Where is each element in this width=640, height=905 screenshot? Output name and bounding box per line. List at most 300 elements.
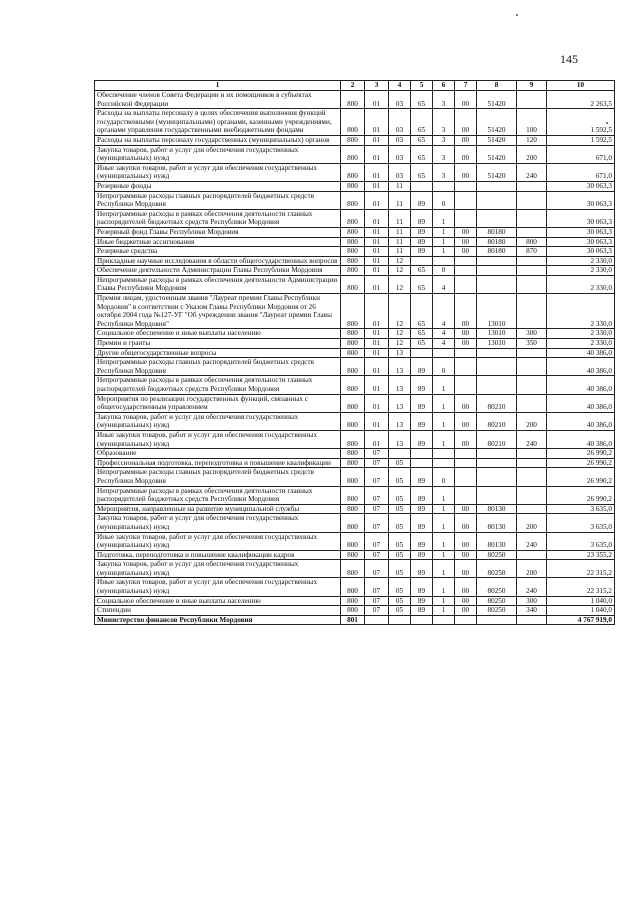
cell-ministry: 800 [341,430,365,448]
cell-program: 89 [411,394,433,412]
cell-expense-type: 200 [517,560,547,578]
cell-expense-type [517,91,547,109]
cell-target [477,449,517,459]
cell-direction [455,348,477,358]
cell-amount: 30 063,3 [547,181,615,191]
cell-expense-type [517,615,547,625]
cell-subsection: 03 [389,91,411,109]
table-row [95,550,615,560]
cell-program [411,458,433,468]
cell-program: 89 [411,486,433,504]
cell-section: 07 [365,578,389,596]
cell-subsection: 03 [389,163,411,181]
cell-expense-type [517,468,547,486]
cell-amount: 2 330,0 [547,329,615,339]
cell-program: 89 [411,430,433,448]
cell-subprogram [433,181,455,191]
cell-section: 01 [365,329,389,339]
table-row [95,348,615,358]
cell-target: 80250 [477,596,517,606]
cell-section: 01 [365,181,389,191]
cell-section: 01 [365,394,389,412]
cell-program: 65 [411,266,433,276]
row-name: Социальное обеспечение и иные выплаты населению [95,329,341,339]
table-row [95,486,615,504]
cell-target [477,266,517,276]
column-header: 5 [411,81,433,91]
table-header [95,81,615,91]
cell-section: 01 [365,266,389,276]
cell-subprogram: 4 [433,275,455,293]
cell-target: 80130 [477,532,517,550]
cell-amount: 26 990,2 [547,449,615,459]
row-name: Непрограммные расходы главных распорядителей бюджетных средств Республики Мордовия [95,358,341,376]
row-name: Непрограммные расходы в рамках обеспечения деятельности главных распорядителей бюджетных средств Республики Мордовия [95,376,341,394]
cell-direction [455,275,477,293]
cell-subprogram: 3 [433,91,455,109]
cell-expense-type: 240 [517,430,547,448]
row-name: Расходы на выплаты персоналу в целях обеспечения выполнения функций государственными (муниципальными) органами, казенными учреждениями, органами управления государственными внебюджетными фондами [95,109,341,136]
cell-section: 07 [365,504,389,514]
cell-section: 07 [365,449,389,459]
cell-direction [455,615,477,625]
cell-ministry: 800 [341,163,365,181]
table-row [95,181,615,191]
cell-amount: 671,0 [547,163,615,181]
cell-expense-type: 240 [517,532,547,550]
cell-amount: 2 330,0 [547,294,615,329]
cell-target: 80210 [477,394,517,412]
cell-target [477,348,517,358]
cell-direction [455,181,477,191]
cell-ministry: 800 [341,606,365,616]
row-name: Социальное обеспечение и иные выплаты населению [95,596,341,606]
row-name: Иные закупки товаров, работ и услуг для обеспечения государственных (муниципальных) нужд [95,578,341,596]
cell-amount: 22 315,2 [547,560,615,578]
cell-target: 80180 [477,237,517,247]
cell-target: 80180 [477,227,517,237]
table-row [95,596,615,606]
cell-section: 01 [365,191,389,209]
cell-subprogram: 1 [433,247,455,257]
cell-amount: 40 386,0 [547,412,615,430]
cell-subprogram: 1 [433,596,455,606]
cell-section: 07 [365,550,389,560]
row-name: Иные закупки товаров, работ и услуг для обеспечения государственных (муниципальных) нужд [95,163,341,181]
table-row [95,135,615,145]
cell-program: 89 [411,468,433,486]
cell-subprogram: 0 [433,468,455,486]
cell-amount: 1 592,5 [547,135,615,145]
cell-target: 51420 [477,135,517,145]
cell-ministry: 800 [341,329,365,339]
cell-target: 80210 [477,430,517,448]
row-name: Министерство финансов Республики Мордовия [95,615,341,625]
cell-ministry: 800 [341,256,365,266]
table-row [95,468,615,486]
cell-amount: 26 990,2 [547,458,615,468]
cell-amount: 2 330,0 [547,256,615,266]
cell-subprogram: 1 [433,394,455,412]
cell-ministry: 800 [341,412,365,430]
cell-direction: 00 [455,412,477,430]
cell-ministry: 800 [341,227,365,237]
cell-target: 51420 [477,91,517,109]
cell-section: 07 [365,532,389,550]
cell-ministry: 800 [341,394,365,412]
cell-amount: 30 063,3 [547,209,615,227]
cell-program: 89 [411,227,433,237]
table-row [95,615,615,625]
cell-ministry: 800 [341,560,365,578]
cell-direction: 00 [455,339,477,349]
cell-direction [455,458,477,468]
row-name: Непрограммные расходы в рамках обеспечения деятельности главных распорядителей бюджетных средств Республики Мордовия [95,209,341,227]
cell-ministry: 800 [341,468,365,486]
cell-ministry: 800 [341,449,365,459]
cell-expense-type: 240 [517,163,547,181]
cell-target: 80130 [477,504,517,514]
cell-subprogram: 1 [433,606,455,616]
cell-ministry: 800 [341,376,365,394]
cell-ministry: 800 [341,596,365,606]
cell-subprogram: 1 [433,412,455,430]
cell-expense-type [517,191,547,209]
cell-ministry: 800 [341,109,365,136]
table-row [95,209,615,227]
cell-subsection: 05 [389,550,411,560]
cell-subprogram: 1 [433,532,455,550]
table-row [95,275,615,293]
row-name: Обеспечение членов Совета Федерации и их помощников в субъектах Российской Федерации [95,91,341,109]
cell-ministry: 800 [341,209,365,227]
cell-direction [455,358,477,376]
cell-direction: 00 [455,532,477,550]
cell-subprogram: 1 [433,514,455,532]
cell-program: 89 [411,550,433,560]
cell-amount: 40 386,0 [547,430,615,448]
cell-amount: 23 355,2 [547,550,615,560]
cell-section: 07 [365,514,389,532]
cell-amount: 671,0 [547,145,615,163]
cell-ministry: 800 [341,532,365,550]
cell-target [477,358,517,376]
cell-ministry: 800 [341,247,365,257]
cell-subsection: 05 [389,532,411,550]
row-name: Закупка товаров, работ и услуг для обеспечения государственных (муниципальных) нужд [95,560,341,578]
row-name: Непрограммные расходы в рамках обеспечения деятельности Администрации Главы Республики Мордовия [95,275,341,293]
cell-expense-type: 300 [517,329,547,339]
row-name: Премия лицам, удостоенным звания "Лауреат премии Главы Республики Мордовия" в соответствии с Указом Главы Республики Мордовия от 26 октября 2004 года №127-УГ "Об учреждении звания "Лауреат премии Главы Республики Мордовия" [95,294,341,329]
table-row [95,376,615,394]
scan-speck [516,14,518,16]
cell-target: 51420 [477,145,517,163]
cell-ministry: 800 [341,91,365,109]
cell-expense-type [517,550,547,560]
cell-subprogram: 1 [433,237,455,247]
row-name: Другие общегосударственные вопросы [95,348,341,358]
cell-amount: 3 635,0 [547,514,615,532]
cell-section: 01 [365,430,389,448]
row-name: Закупка товаров, работ и услуг для обеспечения государственных (муниципальных) нужд [95,145,341,163]
row-name: Профессиональная подготовка, переподготовка и повышение квалификации [95,458,341,468]
cell-subprogram: 3 [433,109,455,136]
cell-expense-type [517,227,547,237]
cell-program: 89 [411,578,433,596]
cell-subprogram: 1 [433,486,455,504]
cell-program [411,256,433,266]
table-row [95,394,615,412]
cell-subprogram: 0 [433,191,455,209]
cell-subsection: 11 [389,237,411,247]
cell-target [477,468,517,486]
cell-expense-type: 240 [517,578,547,596]
cell-section: 01 [365,91,389,109]
cell-program [411,181,433,191]
cell-subprogram [433,256,455,266]
cell-target [477,615,517,625]
cell-target [477,458,517,468]
cell-section: 01 [365,358,389,376]
cell-section: 01 [365,275,389,293]
row-name: Премии и гранты [95,339,341,349]
cell-program: 65 [411,135,433,145]
cell-direction [455,191,477,209]
table-row [95,237,615,247]
row-name: Непрограммные расходы в рамках обеспечения деятельности главных распорядителей бюджетных средств Республики Мордовия [95,486,341,504]
cell-section: 01 [365,348,389,358]
cell-program: 89 [411,247,433,257]
cell-program: 65 [411,163,433,181]
cell-amount: 2 330,0 [547,339,615,349]
table-row [95,532,615,550]
table-row [95,256,615,266]
cell-expense-type: 200 [517,412,547,430]
cell-direction [455,209,477,227]
cell-direction: 00 [455,596,477,606]
table-row [95,514,615,532]
table-row [95,458,615,468]
row-name: Резервные средства [95,247,341,257]
cell-section: 01 [365,145,389,163]
cell-expense-type: 340 [517,606,547,616]
table-row [95,329,615,339]
table-row [95,145,615,163]
cell-amount: 30 063,3 [547,191,615,209]
cell-subsection: 13 [389,412,411,430]
cell-ministry: 800 [341,135,365,145]
cell-subprogram [433,449,455,459]
cell-program: 89 [411,596,433,606]
cell-program: 65 [411,339,433,349]
cell-expense-type: 120 [517,135,547,145]
table-row [95,294,615,329]
cell-subsection [389,449,411,459]
budget-table [94,80,615,625]
cell-amount: 40 386,0 [547,348,615,358]
cell-section: 01 [365,109,389,136]
cell-expense-type [517,275,547,293]
cell-program: 89 [411,358,433,376]
row-name: Непрограммные расходы главных распорядителей бюджетных средств Республики Мордовия [95,191,341,209]
cell-expense-type: 800 [517,237,547,247]
row-name: Иные закупки товаров, работ и услуг для обеспечения государственных (муниципальных) нужд [95,532,341,550]
cell-subsection: 05 [389,578,411,596]
cell-subprogram: 3 [433,145,455,163]
cell-direction [455,468,477,486]
cell-subprogram [433,615,455,625]
table-row [95,430,615,448]
cell-section: 01 [365,163,389,181]
cell-section: 01 [365,256,389,266]
cell-ministry: 800 [341,294,365,329]
table-row [95,560,615,578]
cell-subsection: 05 [389,596,411,606]
table-row [95,412,615,430]
cell-subprogram [433,348,455,358]
cell-program: 89 [411,209,433,227]
cell-target [477,256,517,266]
cell-expense-type: 350 [517,339,547,349]
table-row [95,109,615,136]
cell-program: 65 [411,275,433,293]
row-name: Прикладные научные исследования в области общегосударственных вопросов [95,256,341,266]
cell-program [411,615,433,625]
cell-direction [455,266,477,276]
cell-subprogram: 0 [433,266,455,276]
cell-amount: 1 040,0 [547,596,615,606]
column-header: 3 [365,81,389,91]
cell-amount: 40 386,0 [547,376,615,394]
cell-direction: 00 [455,578,477,596]
cell-expense-type [517,394,547,412]
cell-section: 01 [365,135,389,145]
cell-program [411,348,433,358]
cell-subprogram: 1 [433,560,455,578]
cell-amount: 3 635,0 [547,532,615,550]
cell-program: 89 [411,560,433,578]
table-row [95,163,615,181]
column-header: 2 [341,81,365,91]
cell-subprogram [433,458,455,468]
cell-target [477,275,517,293]
cell-subprogram: 1 [433,227,455,237]
cell-amount: 26 990,2 [547,468,615,486]
row-name: Стипендии [95,606,341,616]
cell-amount: 4 767 919,0 [547,615,615,625]
cell-section: 01 [365,294,389,329]
cell-direction: 00 [455,514,477,532]
cell-ministry: 800 [341,266,365,276]
cell-target: 80250 [477,606,517,616]
cell-program: 89 [411,191,433,209]
table-row [95,578,615,596]
cell-subprogram: 1 [433,504,455,514]
cell-amount: 40 386,0 [547,358,615,376]
cell-ministry: 800 [341,339,365,349]
cell-subsection: 12 [389,266,411,276]
cell-direction: 00 [455,294,477,329]
cell-expense-type: 870 [517,247,547,257]
cell-direction: 00 [455,606,477,616]
row-name: Мероприятия по реализации государственных функций, связанных с общегосударственным управлением [95,394,341,412]
cell-subsection: 12 [389,294,411,329]
cell-subprogram: 3 [433,163,455,181]
cell-program: 89 [411,514,433,532]
page-number: 145 [560,52,578,66]
cell-subprogram: 0 [433,358,455,376]
cell-amount: 3 635,0 [547,504,615,514]
cell-ministry: 800 [341,578,365,596]
cell-expense-type [517,348,547,358]
table-row [95,91,615,109]
cell-direction [455,486,477,504]
cell-ministry: 800 [341,504,365,514]
cell-subsection: 13 [389,430,411,448]
row-name: Образование [95,449,341,459]
cell-direction: 00 [455,560,477,578]
cell-expense-type [517,358,547,376]
cell-subsection: 05 [389,504,411,514]
cell-direction: 00 [455,394,477,412]
cell-target [477,486,517,504]
cell-target: 80250 [477,560,517,578]
cell-program: 65 [411,294,433,329]
cell-section: 01 [365,247,389,257]
cell-expense-type [517,449,547,459]
cell-direction: 00 [455,247,477,257]
table-row [95,247,615,257]
cell-subsection: 11 [389,191,411,209]
cell-program: 65 [411,109,433,136]
cell-direction: 00 [455,550,477,560]
cell-subprogram: 4 [433,329,455,339]
cell-target: 51420 [477,109,517,136]
cell-direction: 00 [455,91,477,109]
cell-target: 80250 [477,578,517,596]
column-header: 4 [389,81,411,91]
column-header: 7 [455,81,477,91]
cell-ministry: 800 [341,348,365,358]
cell-subsection [389,615,411,625]
row-name: Иные бюджетные ассигнования [95,237,341,247]
cell-section: 07 [365,560,389,578]
cell-subsection: 12 [389,256,411,266]
cell-amount: 2 330,0 [547,266,615,276]
cell-expense-type: 200 [517,514,547,532]
cell-subsection: 13 [389,348,411,358]
cell-direction [455,376,477,394]
cell-subsection: 05 [389,458,411,468]
cell-direction: 00 [455,109,477,136]
cell-ministry: 800 [341,550,365,560]
cell-subsection: 05 [389,468,411,486]
cell-program: 89 [411,412,433,430]
cell-subsection: 13 [389,394,411,412]
cell-subsection: 12 [389,329,411,339]
cell-subsection: 05 [389,606,411,616]
cell-ministry: 800 [341,486,365,504]
cell-amount: 40 386,0 [547,394,615,412]
column-header: 6 [433,81,455,91]
row-name: Закупка товаров, работ и услуг для обеспечения государственных (муниципальных) нужд [95,412,341,430]
cell-target: 13010 [477,329,517,339]
cell-section [365,615,389,625]
cell-subsection: 03 [389,145,411,163]
cell-expense-type [517,376,547,394]
cell-subsection: 03 [389,135,411,145]
table-row [95,504,615,514]
